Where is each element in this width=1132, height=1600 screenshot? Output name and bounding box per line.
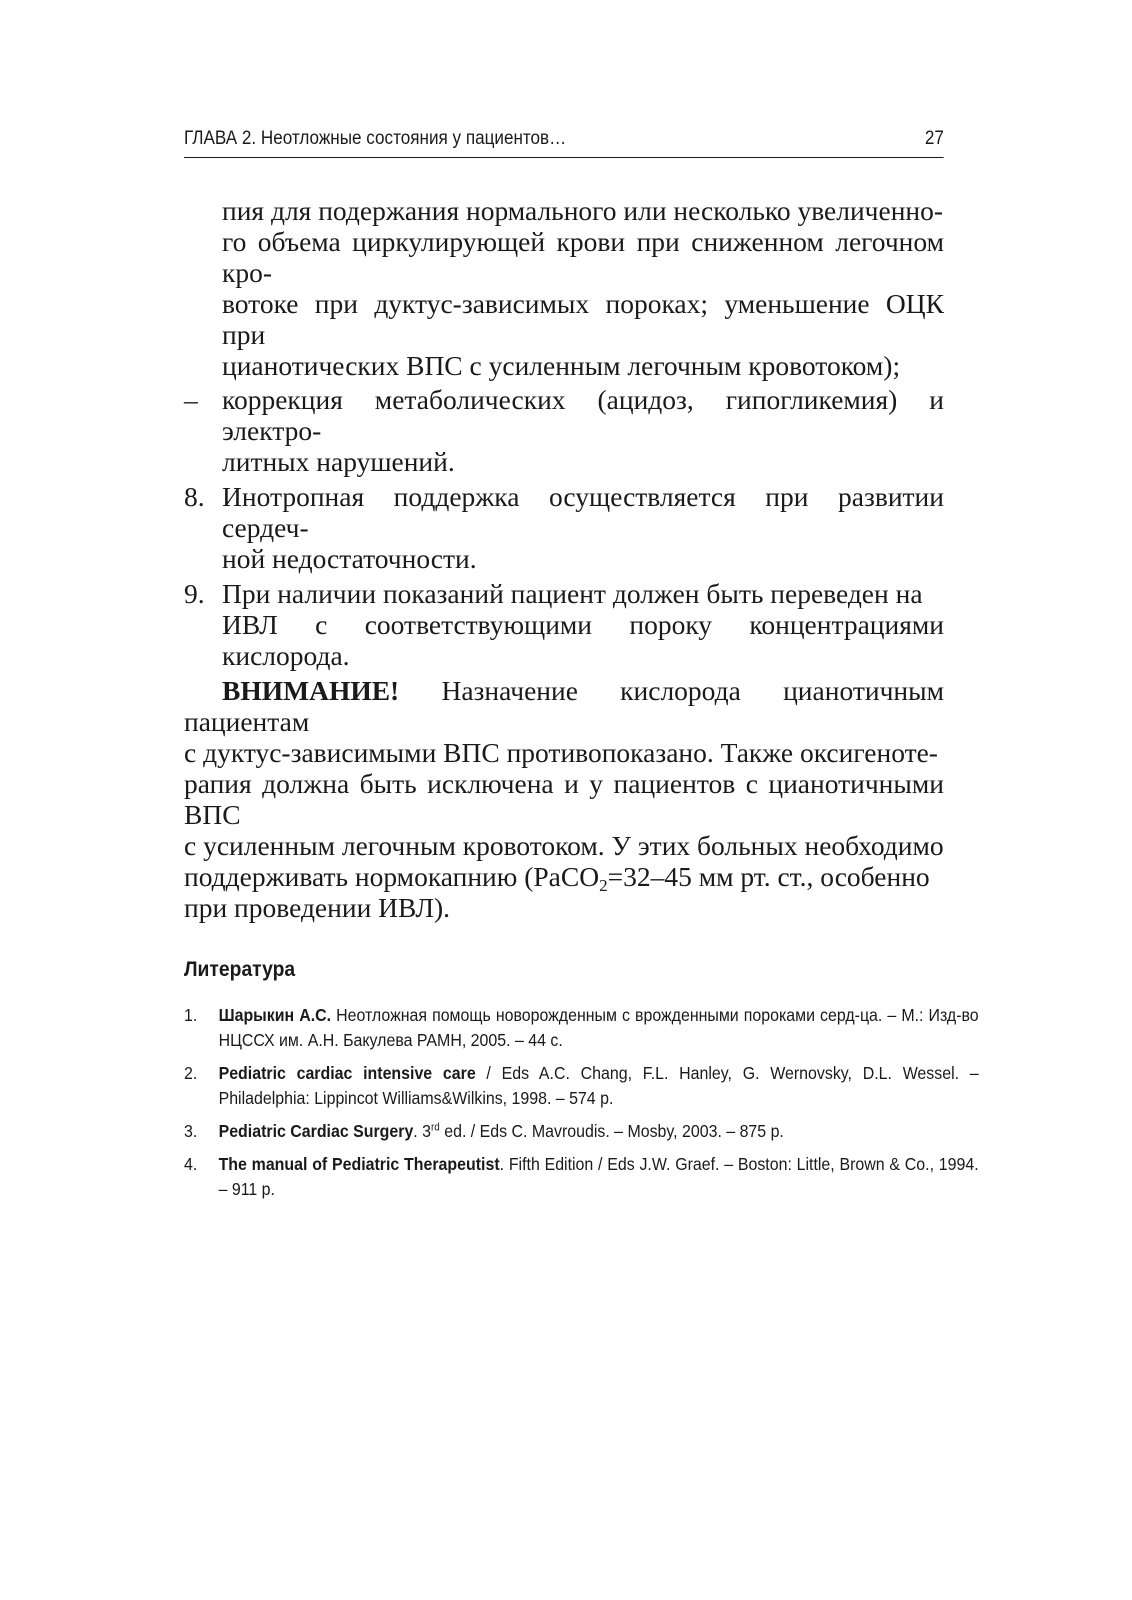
- numbered-item-9: [184, 578, 944, 671]
- attention-label: ВНИМАНИЕ!: [222, 675, 400, 706]
- reference-title: The manual of Pediatric Therapeutist: [218, 1154, 500, 1174]
- body-text: [184, 195, 944, 923]
- dash-marker: –: [184, 384, 198, 415]
- text-line: коррекция метаболических (ацидоз, гипогликемия) и электро-: [222, 384, 944, 446]
- reference-item: [184, 1119, 979, 1144]
- reference-list: [184, 1003, 979, 1202]
- running-header: [184, 126, 944, 158]
- text-line: рапия должна быть исключена и у пациентов с цианотичными ВПС: [184, 768, 944, 830]
- text-line: с усиленным легочным кровотоком. У этих больных необходимо: [184, 830, 944, 861]
- reference-number: 1.: [184, 1005, 198, 1025]
- text-line: цианотических ВПС с усиленным легочным кровотоком);: [222, 350, 901, 381]
- item-number: 9.: [184, 578, 205, 609]
- text-line: при проведении ИВЛ).: [184, 892, 451, 923]
- text-line: ВНИМАНИЕ! Назначение кислорода цианотичным пациентам: [184, 675, 944, 737]
- reference-text: . 3: [413, 1121, 432, 1141]
- text-line: вотоке при дуктус-зависимых пороках; уменьшение ОЦК при: [222, 288, 944, 350]
- reference-author: Шарыкин А.С.: [218, 1005, 332, 1025]
- superscript: rd: [431, 1121, 440, 1134]
- text-line: ной недостаточности.: [222, 543, 477, 574]
- reference-number: 4.: [184, 1154, 198, 1174]
- reference-title: Pediatric cardiac intensive care: [218, 1063, 476, 1083]
- numbered-item-8: [184, 481, 944, 574]
- reference-item: [184, 1152, 979, 1202]
- literature-heading: Литература: [184, 958, 296, 981]
- dash-list-item: [184, 384, 944, 477]
- reference-number: 2.: [184, 1063, 198, 1083]
- text-line: поддерживать нормокапнию (PaCO$_2$=32–45 мм рт. ст., особенно: [184, 861, 930, 896]
- reference-item: [184, 1003, 979, 1053]
- reference-title: Pediatric Cardiac Surgery: [218, 1121, 414, 1141]
- text-line: с дуктус-зависимыми ВПС противопоказано. Также оксигеноте-: [184, 737, 938, 768]
- chapter-title: ГЛАВА 2. Неотложные состояния у пациентов…: [184, 128, 567, 149]
- attention-paragraph: [184, 675, 944, 923]
- text-line: ИВЛ с соответствующими пороку концентрациями кислорода.: [222, 609, 944, 671]
- text-line: литных нарушений.: [222, 446, 455, 477]
- text-line: При наличии показаний пациент должен быть переведен на: [222, 578, 923, 609]
- text-line: Инотропная поддержка осуществляется при развитии сердеч-: [222, 481, 944, 543]
- page-number: 27: [924, 128, 944, 149]
- text-line: го объема циркулирующей крови при сниженном легочном кро-: [222, 226, 944, 288]
- item-number: 8.: [184, 481, 205, 512]
- reference-text: ed. / Eds C. Mavroudis. – Mosby, 2003. – 875 p.: [439, 1121, 784, 1141]
- reference-text: Неотложная помощь новорожденным с врожденными пороками серд-ца. – М.: Изд-во НЦССХ им. А.Н. Бакулева РАМН, 2005. – 44 с.: [218, 1005, 979, 1050]
- reference-item: [184, 1061, 979, 1111]
- reference-text: . Fifth Edition / Eds J.W. Graef. – Boston: Little, Brown & Co., 1994. – 911 p.: [218, 1154, 979, 1199]
- subscript: 2: [599, 876, 608, 896]
- book-page: [184, 126, 979, 1210]
- reference-number: 3.: [184, 1121, 198, 1141]
- text-line: пия для подержания нормального или несколько увеличенно-: [222, 195, 944, 226]
- continuation-paragraph: [184, 195, 944, 381]
- reference-text: / Eds A.C. Chang, F.L. Hanley, G. Wernovsky, D.L. Wessel. – Philadelphia: Lippincot Williams&Wilkins, 1998. – 574 p.: [218, 1063, 979, 1108]
